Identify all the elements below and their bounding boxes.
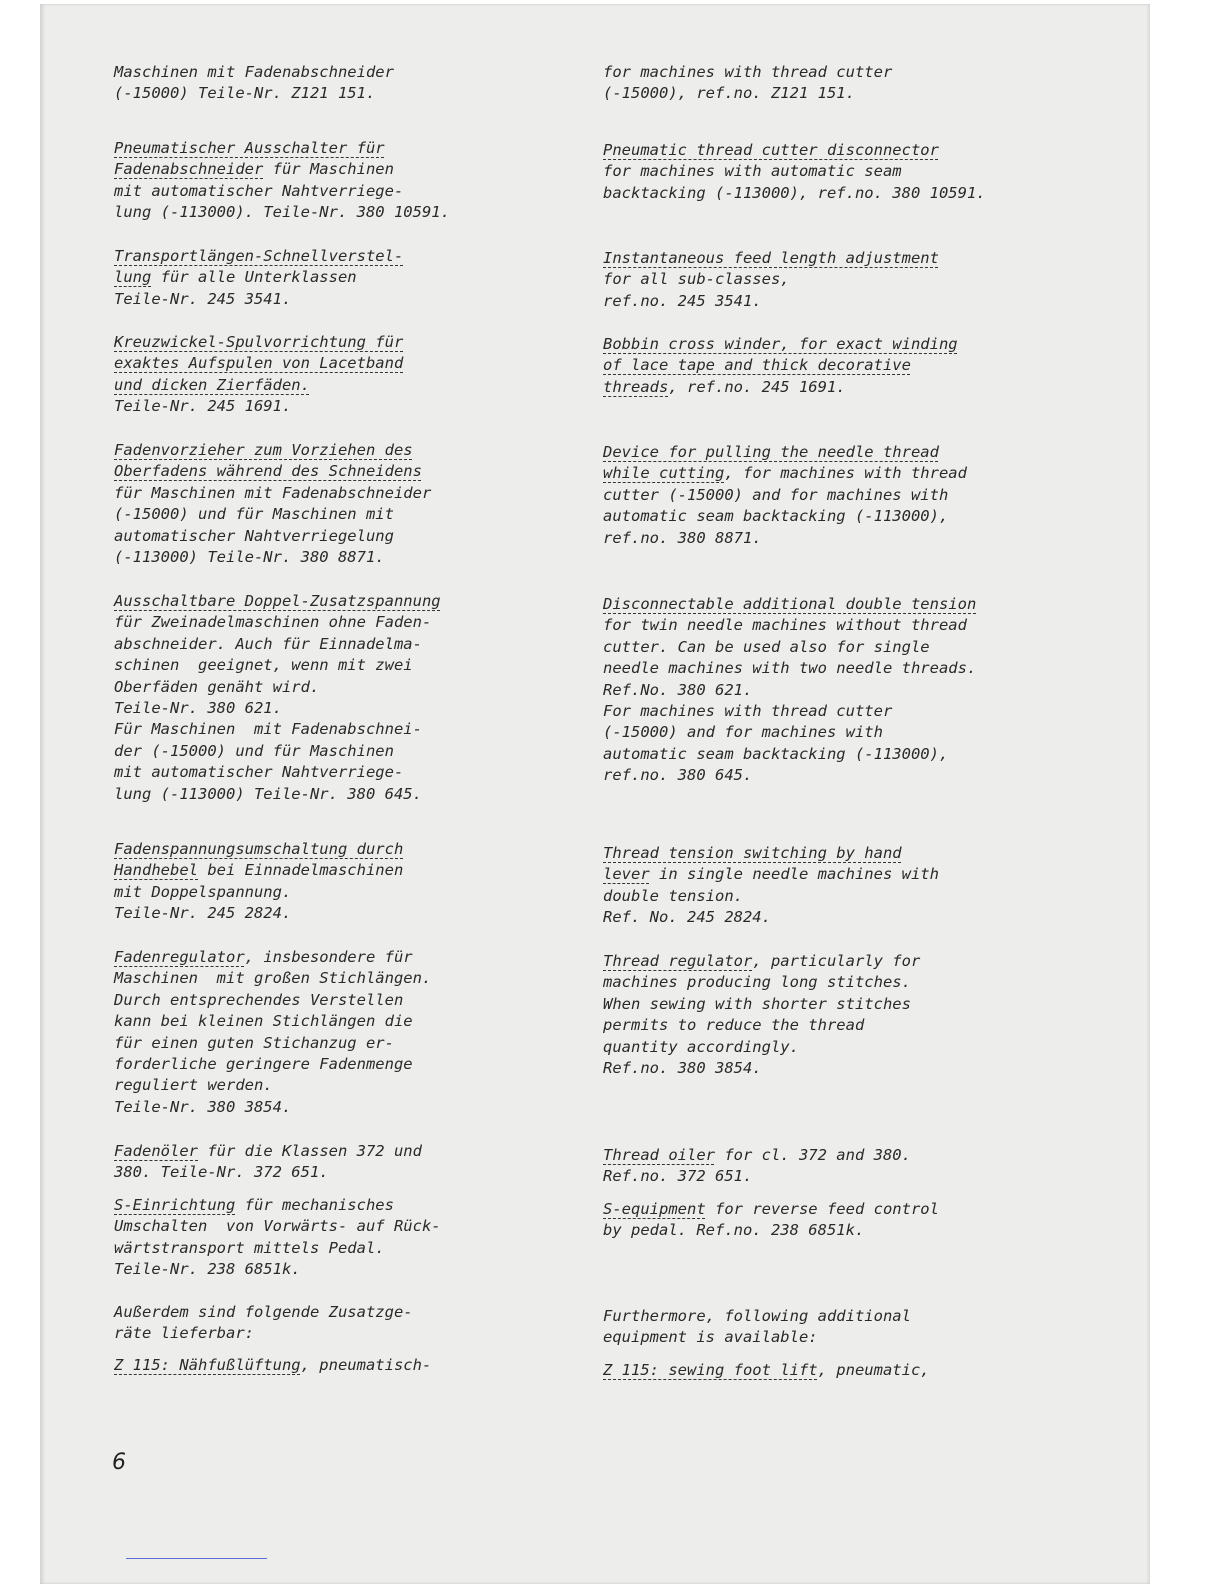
german-text: Oberfäden genäht wird.	[114, 677, 320, 696]
english-text: For machines with thread cutter	[603, 702, 893, 721]
german-paragraph	[114, 591, 441, 805]
german-paragraph	[114, 246, 403, 310]
german-heading: Fadenspannungsumschaltung durch	[114, 840, 404, 858]
english-paragraph	[603, 62, 892, 105]
english-heading: Thread tension switching by hand	[603, 844, 902, 862]
german-text: abschneider. Auch für Einnadelma-	[114, 634, 422, 653]
english-text: quantity accordingly.	[603, 1037, 799, 1056]
german-paragraph	[114, 1195, 441, 1281]
german-text: mit automatischer Nahtverriege-	[114, 763, 404, 782]
german-text: (-15000) Teile-Nr. Z121 151.	[114, 84, 376, 103]
english-text: Furthermore, following additional	[603, 1307, 911, 1325]
english-text: (-15000) and for machines with	[603, 723, 883, 742]
german-text: wärtstransport mittels Pedal.	[114, 1238, 385, 1257]
english-text: automatic seam backtacking (-113000),	[603, 507, 949, 526]
german-text: für mechanisches	[235, 1196, 394, 1214]
english-text: ref.no. 380 8871.	[603, 528, 762, 547]
english-heading: Bobbin cross winder, for exact winding	[603, 335, 958, 353]
german-heading: Fadenabschneider	[114, 160, 264, 179]
german-heading: lung	[114, 268, 152, 287]
english-paragraph	[603, 140, 986, 204]
bottom-rule	[126, 1558, 267, 1559]
german-paragraph	[114, 1141, 422, 1184]
german-text: forderliche geringere Fadenmenge	[114, 1055, 413, 1074]
english-text: for machines with automatic seam	[603, 162, 902, 181]
english-text: (-15000), ref.no. Z121 151.	[603, 84, 855, 103]
german-heading: Handhebel	[114, 861, 198, 880]
english-paragraph	[603, 248, 939, 312]
english-text: backtacking (-113000), ref.no. 380 10591.	[603, 183, 986, 202]
english-text: equipment is available:	[603, 1328, 818, 1347]
german-text: automatischer Nahtverriegelung	[114, 526, 394, 545]
german-heading: Fadenvorzieher zum Vorziehen des	[114, 441, 413, 459]
german-heading: Transportlängen-Schnellverstel-	[114, 247, 404, 265]
german-text: Umschalten von Vorwärts- auf Rück-	[114, 1217, 441, 1236]
german-text: lung (-113000). Teile-Nr. 380 10591.	[114, 203, 450, 222]
english-text: cutter (-15000) and for machines with	[603, 485, 949, 504]
german-text: 380. Teile-Nr. 372 651.	[114, 1163, 329, 1182]
german-text: Für Maschinen mit Fadenabschnei-	[114, 720, 422, 739]
german-text: für Maschinen	[263, 160, 394, 179]
english-text: Ref.No. 380 621.	[603, 680, 753, 699]
english-paragraph	[603, 1306, 911, 1349]
german-text: bei Einnadelmaschinen	[198, 861, 404, 880]
german-text: (-15000) und für Maschinen mit	[114, 505, 394, 524]
german-text: Teile-Nr. 238 6851k.	[114, 1260, 301, 1279]
english-paragraph	[603, 1360, 930, 1381]
english-heading: of lace tape and thick decorative	[603, 356, 911, 375]
german-paragraph	[114, 947, 431, 1118]
english-heading: while cutting	[603, 464, 725, 483]
german-text: (-113000) Teile-Nr. 380 8871.	[114, 548, 385, 567]
english-text: Ref. No. 245 2824.	[603, 908, 771, 927]
english-heading: threads	[603, 377, 669, 396]
english-text: for reverse feed control	[705, 1200, 939, 1218]
english-text: permits to reduce the thread	[603, 1016, 865, 1035]
german-heading: Fadenöler	[114, 1142, 198, 1160]
english-text: for machines with thread cutter	[603, 63, 893, 81]
german-text: Maschinen mit Fadenabschneider	[114, 63, 394, 81]
english-paragraph	[603, 1199, 939, 1242]
german-text: Teile-Nr. 380 3854.	[114, 1097, 292, 1116]
page-number: 6	[112, 1450, 126, 1475]
german-paragraph	[114, 440, 431, 568]
english-paragraph	[603, 334, 958, 398]
german-heading: Pneumatischer Ausschalter für	[114, 139, 385, 157]
english-text: ref.no. 380 645.	[603, 766, 753, 785]
german-text: Außerdem sind folgende Zusatzge-	[114, 1303, 413, 1321]
english-paragraph	[603, 951, 920, 1079]
english-text: for cl. 372 and 380.	[714, 1146, 911, 1164]
english-text: , for machines with thread	[724, 464, 967, 483]
german-heading: Fadenregulator	[114, 948, 245, 966]
english-text: machines producing long stitches.	[603, 973, 911, 992]
english-heading: Disconnectable additional double tension	[603, 595, 977, 613]
german-heading: Oberfadens während des Schneidens	[114, 462, 422, 481]
german-text: Maschinen mit großen Stichlängen.	[114, 969, 432, 988]
german-heading: und dicken Zierfäden.	[114, 375, 310, 394]
english-text: , particularly for	[752, 952, 921, 970]
english-paragraph	[603, 594, 976, 787]
english-text: , pneumatic,	[817, 1361, 930, 1379]
german-text: für einen guten Stichanzug er-	[114, 1033, 394, 1052]
german-text: kann bei kleinen Stichlängen die	[114, 1012, 413, 1031]
english-text: When sewing with shorter stitches	[603, 994, 911, 1013]
german-text: mit Doppelspannung.	[114, 882, 292, 901]
english-text: Ref.no. 380 3854.	[603, 1059, 762, 1078]
english-text: , ref.no. 245 1691.	[668, 377, 846, 396]
german-text: Teile-Nr. 245 3541.	[114, 289, 292, 308]
german-text: für Zweinadelmaschinen ohne Faden-	[114, 613, 432, 632]
german-paragraph	[114, 1302, 413, 1345]
english-heading: Pneumatic thread cutter disconnector	[603, 141, 939, 159]
german-paragraph	[114, 839, 403, 925]
english-paragraph	[603, 843, 939, 929]
german-text: , insbesondere für	[244, 948, 413, 966]
german-text: mit automatischer Nahtverriege-	[114, 181, 404, 200]
english-heading: lever	[603, 865, 650, 884]
german-paragraph	[114, 62, 394, 105]
english-text: double tension.	[603, 886, 743, 905]
german-text: der (-15000) und für Maschinen	[114, 741, 394, 760]
english-text: automatic seam backtacking (-113000),	[603, 744, 949, 763]
english-text: Ref.no. 372 651.	[603, 1167, 753, 1186]
german-text: räte lieferbar:	[114, 1324, 254, 1343]
english-text: in single needle machines with	[649, 865, 939, 884]
german-heading: Ausschaltbare Doppel-Zusatzspannung	[114, 592, 441, 610]
german-text: lung (-113000) Teile-Nr. 380 645.	[114, 784, 422, 803]
german-text: für Maschinen mit Fadenabschneider	[114, 483, 432, 502]
english-text: ref.no. 245 3541.	[603, 291, 762, 310]
english-text: for all sub-classes,	[603, 270, 790, 289]
german-heading: Z 115: Nähfußlüftung	[114, 1356, 301, 1374]
english-heading: Instantaneous feed length adjustment	[603, 249, 939, 267]
german-text: Teile-Nr. 380 621.	[114, 699, 282, 718]
english-text: by pedal. Ref.no. 238 6851k.	[603, 1221, 865, 1240]
english-paragraph	[603, 442, 967, 549]
german-text: Teile-Nr. 245 2824.	[114, 904, 292, 923]
english-heading: Thread oiler	[603, 1146, 715, 1164]
german-text: Teile-Nr. 245 1691.	[114, 397, 292, 416]
english-text: for twin needle machines without thread	[603, 616, 967, 635]
german-text: für die Klassen 372 und	[198, 1142, 422, 1160]
english-paragraph	[603, 1145, 911, 1188]
english-heading: Z 115: sewing foot lift	[603, 1361, 818, 1379]
english-text: cutter. Can be used also for single	[603, 637, 930, 656]
german-paragraph	[114, 1355, 431, 1376]
german-text: reguliert werden.	[114, 1076, 273, 1095]
english-heading: S-equipment	[603, 1200, 706, 1218]
english-heading: Device for pulling the needle thread	[603, 443, 939, 461]
german-text: Durch entsprechendes Verstellen	[114, 990, 404, 1009]
german-paragraph	[114, 138, 450, 224]
german-heading: Kreuzwickel-Spulvorrichtung für	[114, 333, 404, 351]
german-heading: S-Einrichtung	[114, 1196, 236, 1214]
german-text: , pneumatisch-	[300, 1356, 432, 1374]
english-text: needle machines with two needle threads.	[603, 659, 977, 678]
german-paragraph	[114, 332, 403, 418]
german-heading: exaktes Aufspulen von Lacetband	[114, 354, 404, 373]
german-text: schinen geeignet, wenn mit zwei	[114, 656, 413, 675]
german-text: für alle Unterklassen	[151, 268, 357, 287]
english-heading: Thread regulator	[603, 952, 753, 970]
